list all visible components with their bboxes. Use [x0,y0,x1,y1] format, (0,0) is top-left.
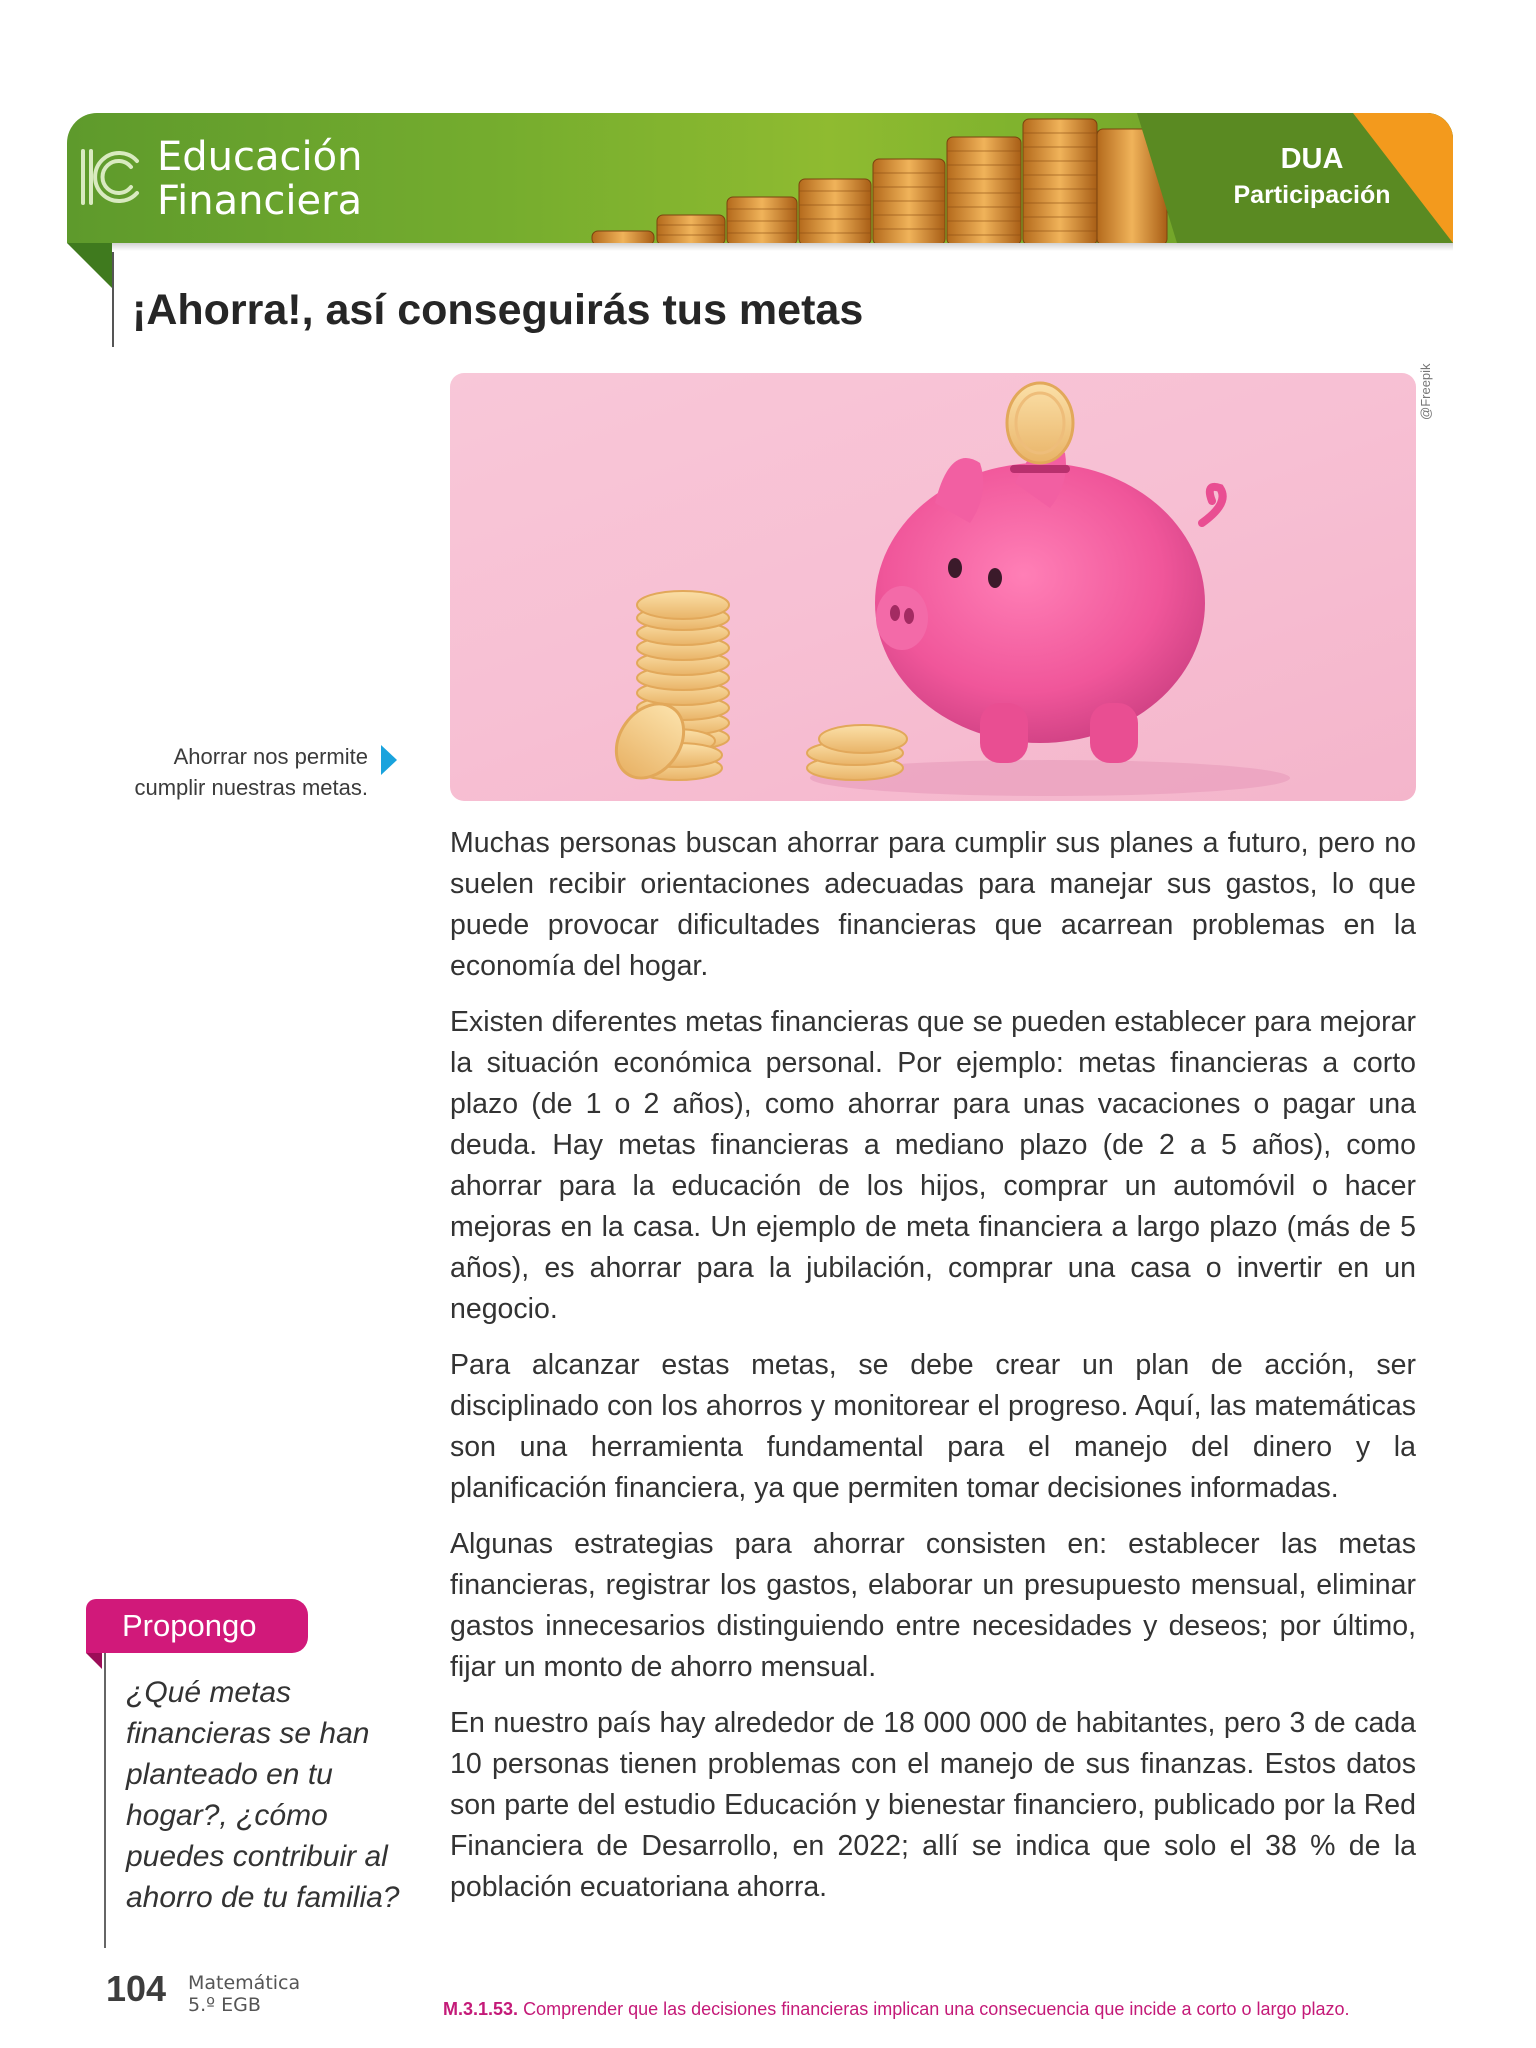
ic-logo-icon [75,145,145,209]
page-title: ¡Ahorra!, así conseguirás tus metas [132,286,864,334]
banner-fold [67,243,112,288]
paragraph: Muchas personas buscan ahorrar para cumplir sus planes a futuro, pero no suelen recibir orientaciones adecuadas para manejar sus gastos, lo que puede provocar dificultades financieras que acarrean problemas en la economía del hogar. [450,827,1416,982]
photo-credit: @Freepik [1418,363,1433,420]
photo-caption: Ahorrar nos permite cumplir nuestras metas. [134,744,368,800]
caption-arrow-icon [381,745,397,775]
skill-code: M.3.1.53. [443,1999,519,2019]
paragraph: Algunas estrategias para ahorrar consisten en: establecer las metas financieras, registrar los gastos, elaborar un presupuesto mensual, eliminar gastos innecesarios distinguiendo entre necesidades y deseos; por último, fijar un monto de ahorro mensual. [450,1528,1416,1683]
skill-reference [443,1999,1350,2020]
grade-label: 5.º EGB [188,1994,261,2016]
propongo-fold [86,1653,102,1669]
piggy-bank-photo [450,373,1416,801]
coin-stacks-illustration [507,113,1207,243]
page-number: 104 [106,1968,167,2009]
propongo-question: ¿Qué metas financieras se han planteado en tu hogar?, ¿cómo puedes contribuir al ahorro de tu familia? [126,1676,400,1914]
title-rule [112,252,114,347]
body-text [450,823,1416,1923]
dua-title: DUA [1280,143,1344,175]
propongo-rule [104,1653,106,1948]
propongo-label: Propongo [86,1599,308,1653]
banner-shadow [90,243,1453,251]
paragraph: Para alcanzar estas metas, se debe crear un plan de acción, ser disciplinado con los ahorros y monitorear el progreso. Aquí, las matemáticas son una herramienta fundamental para el manejo del dinero y la planificación financiera, ya que permiten tomar decisiones informadas. [450,1349,1416,1504]
piggy-bank-illustration [450,373,1416,801]
paragraph: Existen diferentes metas financieras que se pueden establecer para mejorar la situación económica personal. Por ejemplo: metas financieras a corto plazo (de 1 o 2 años), como ahorrar para unas vacaciones o pagar una deuda. Hay metas financieras a mediano plazo (de 2 a 5 años), como ahorrar para la educación de los hijos, comprar un automóvil o hacer mejoras en la casa. Un ejemplo de meta financiera a largo plazo (más de 5 años), es ahorrar para la jubilación, comprar una casa o invertir en un negocio. [450,1006,1416,1325]
section-banner [67,113,1453,243]
skill-text: Comprender que las decisiones financieras implican una consecuencia que incide a corto o largo plazo. [523,1999,1350,2019]
subject-name: Matemática [188,1972,301,1994]
subject-label [188,1972,300,2016]
section-brand-title: Educación Financiera [157,134,363,224]
paragraph: En nuestro país hay alrededor de 18 000 000 de habitantes, pero 3 de cada 10 personas tienen problemas con el manejo de sus finanzas. Estos datos son parte del estudio Educación y bienestar financiero, publicado por la Red Financiera de Desarrollo, en 2022; allí se indica que solo el 38 % de la población ecuatoriana ahorra. [450,1707,1416,1903]
dua-subtitle: Participación [1233,181,1391,209]
